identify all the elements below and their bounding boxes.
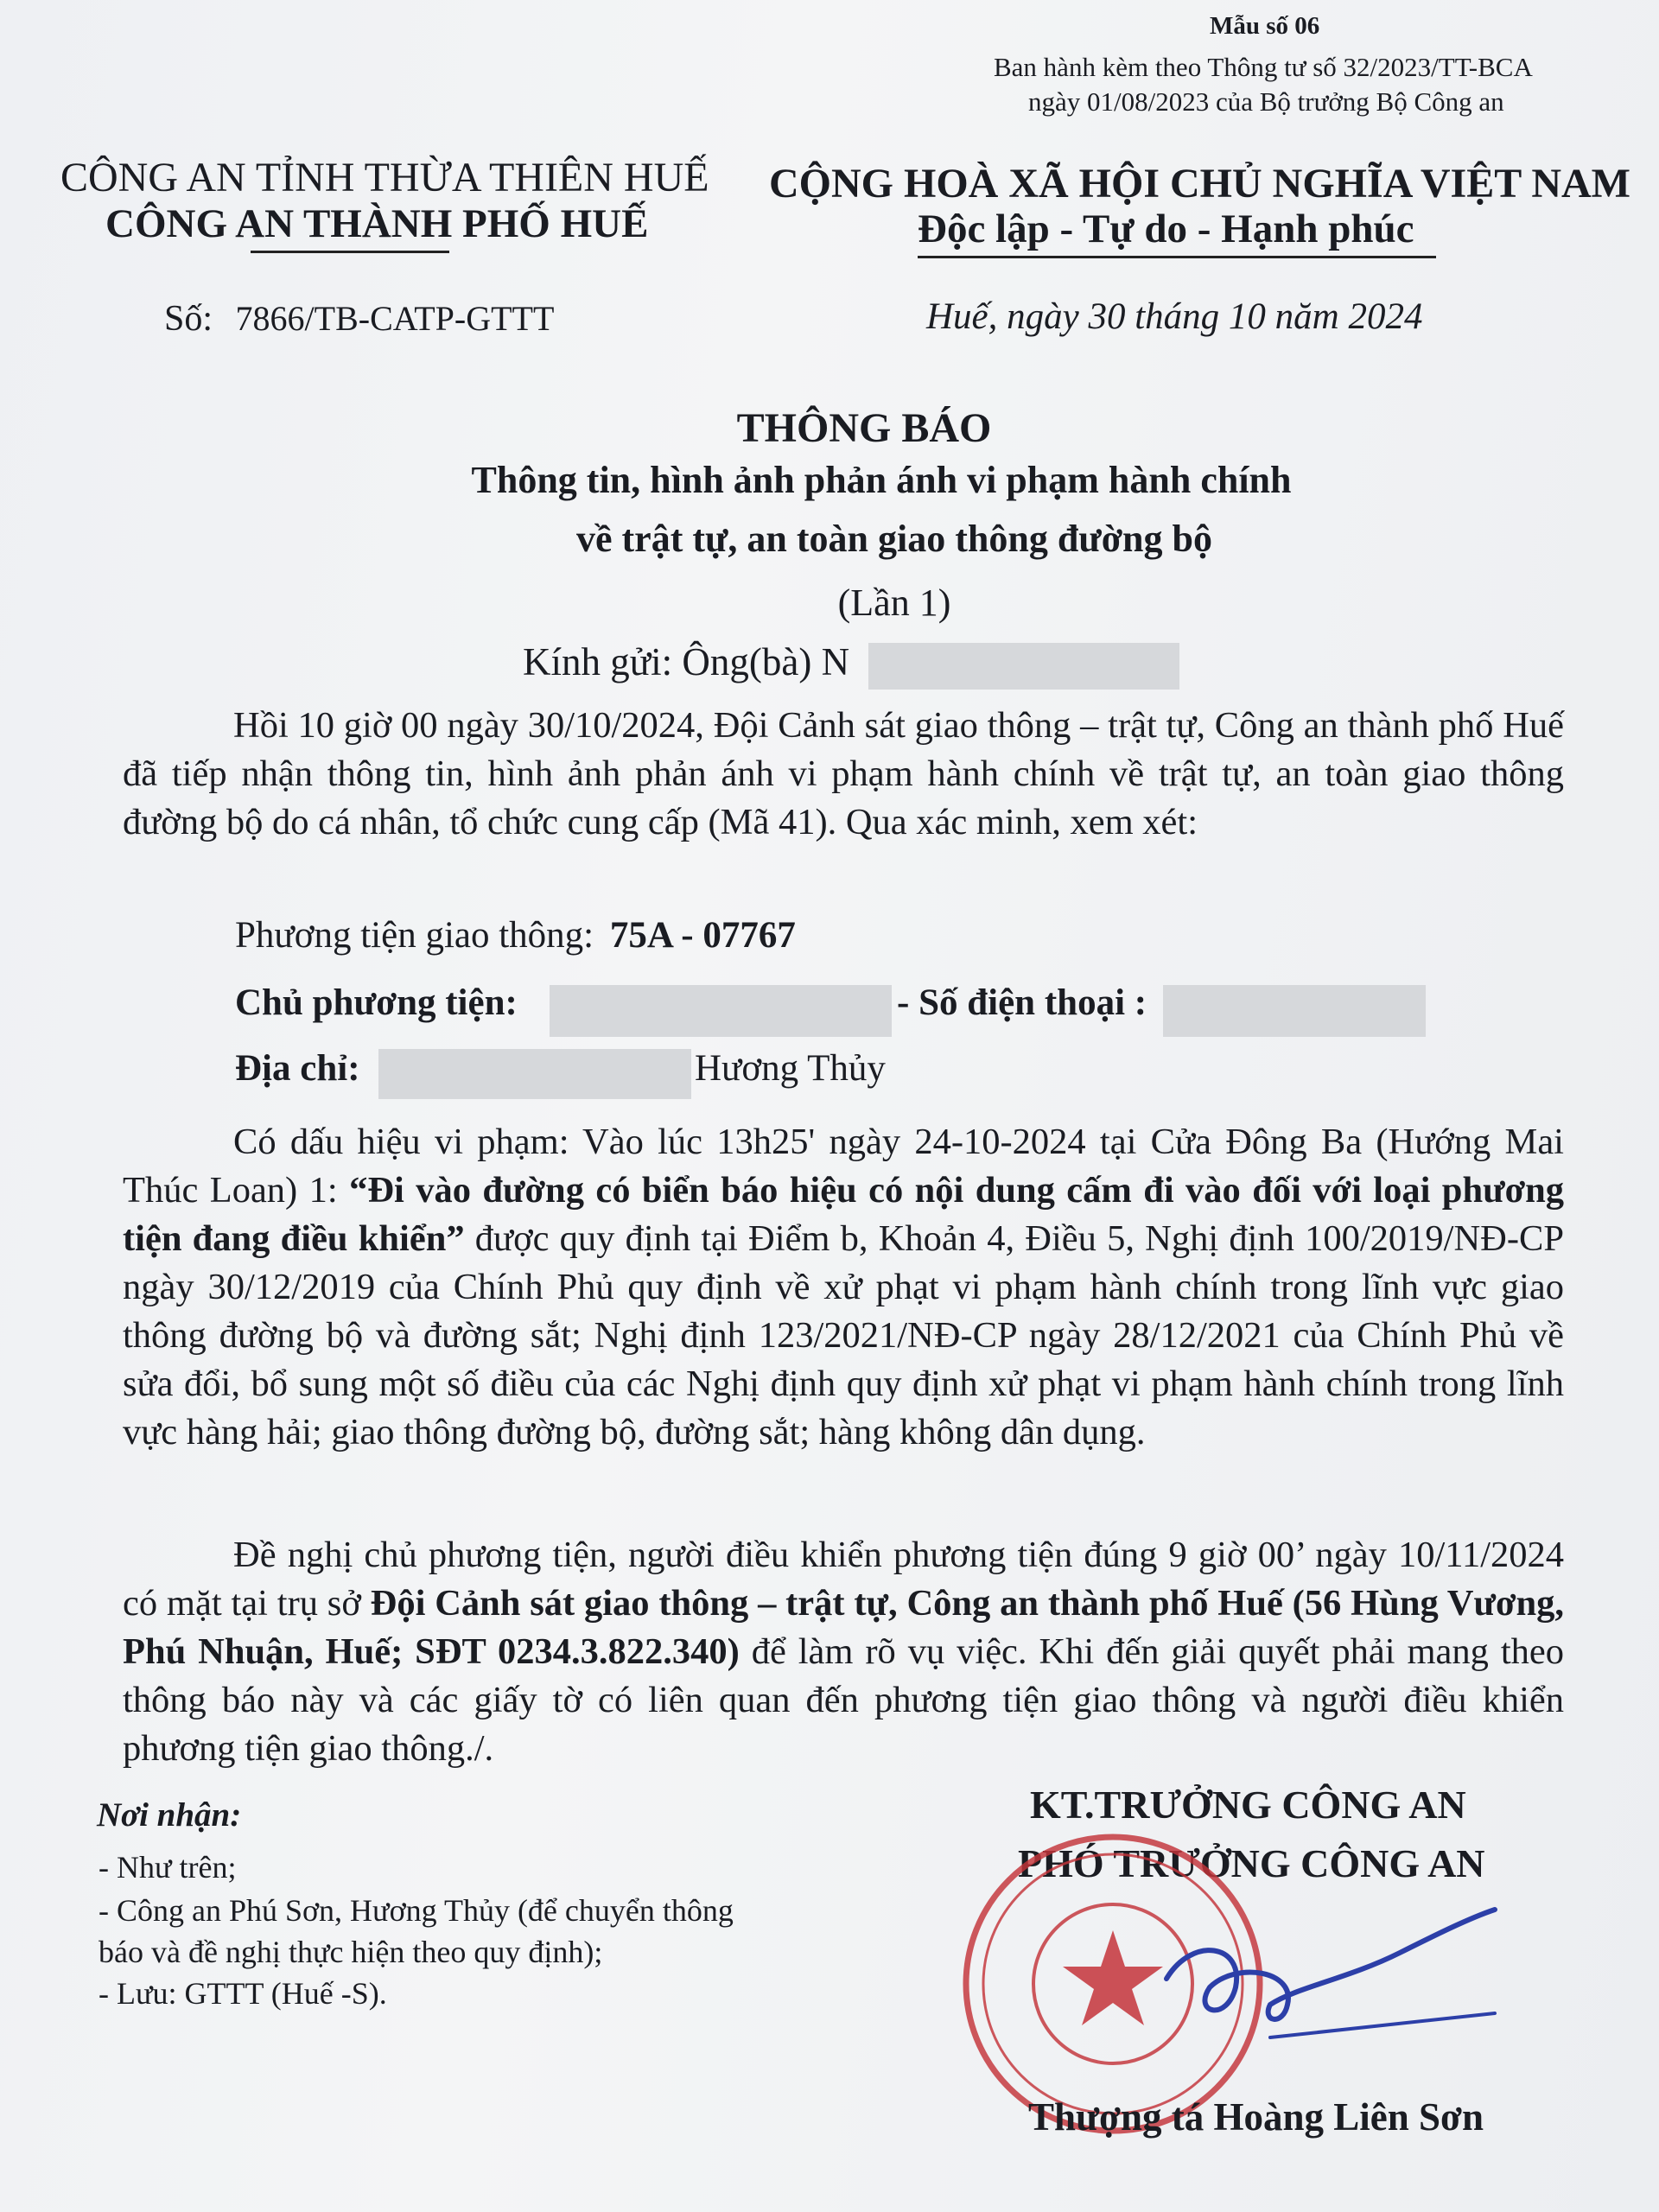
- request-text-pre: Đề nghị chủ phương tiện, người điều khiển phương tiện đúng 9 giờ 00’ ngày 10/11/2024 có mặt tại trụ sở: [123, 1535, 1564, 1624]
- recipient-item: - Như trên;: [99, 1850, 237, 1885]
- redacted-recipient-name: [868, 643, 1179, 690]
- document-number: [164, 298, 554, 340]
- intro-paragraph: Hồi 10 giờ 00 ngày 30/10/2024, Đội Cảnh sát giao thông – trật tự, Công an thành phố Huế đã tiếp nhận thông tin, hình ảnh phản ánh vi phạm hành chính về trật tự, an toàn giao thông đường bộ do cá nhân, tổ chức cung cấp (Mã 41). Qua xác minh, xem xét:: [123, 705, 1564, 842]
- owner-line: [235, 982, 518, 1024]
- agency-underline: [251, 251, 449, 253]
- owner-label: Chủ phương tiện:: [235, 982, 518, 1023]
- form-number: Mẫu số 06: [1210, 12, 1320, 40]
- form-basis-line2: ngày 01/08/2023 của Bộ trưởng Bộ Công an: [1028, 86, 1504, 117]
- place-date: Huế, ngày 30 tháng 10 năm 2024: [926, 296, 1423, 337]
- phone-label: - Số điện thoại :: [897, 982, 1147, 1023]
- greeting: Kính gửi: Ông(bà) N: [523, 640, 850, 683]
- address-line: [235, 1047, 360, 1090]
- document-subtitle-1: Thông tin, hình ảnh phản ánh vi phạm hành chính: [471, 459, 1292, 501]
- signer-name: Thượng tá Hoàng Liên Sơn: [1028, 2095, 1484, 2139]
- redacted-phone: [1163, 985, 1426, 1037]
- request-location: Đội Cảnh sát giao thông – trật tự, Công an thành phố Huế (56 Hùng Vương, Phú Nhuận, Huế; SĐT 0234.3.822.340): [123, 1583, 1564, 1672]
- motto-underline: [918, 256, 1436, 258]
- violation-paragraph: [123, 1118, 1564, 1457]
- document-number-label: Số:: [164, 299, 213, 339]
- nation-header: CỘNG HOÀ XÃ HỘI CHỦ NGHĨA VIỆT NAM: [769, 161, 1630, 207]
- vehicle-plate: 75A - 07767: [609, 915, 796, 956]
- agency-name: CÔNG AN THÀNH PHỐ HUẾ: [105, 201, 649, 246]
- document-title: THÔNG BÁO: [736, 405, 992, 451]
- request-text-post: để làm rõ vụ việc. Khi đến giải quyết phải mang theo thông báo này và các giấy tờ có liên quan đến phương tiện giao thông và người điều khiển phương tiện giao thông./.: [123, 1631, 1565, 1769]
- handwritten-signature-icon: [1141, 1884, 1503, 2074]
- document-number-value: 7866/TB-CATP-GTTT: [235, 299, 555, 338]
- form-basis-line1: Ban hành kèm theo Thông tư số 32/2023/TT-BCA: [994, 52, 1533, 82]
- vehicle-line: [235, 914, 796, 957]
- agency-parent: CÔNG AN TỈNH THỪA THIÊN HUẾ: [60, 155, 709, 200]
- signature-title-1: KT.TRƯỞNG CÔNG AN: [1030, 1783, 1466, 1827]
- redacted-owner-name: [550, 985, 892, 1037]
- recipient-item: - Lưu: GTTT (Huế -S).: [99, 1976, 387, 2011]
- violation-text-pre: Có dấu hiệu vi phạm: Vào lúc 13h25' ngày 24-10-2024 tại Cửa Đông Ba (Hướng Mai Thúc Loan) 1:: [123, 1122, 1564, 1211]
- notice-times: (Lần 1): [837, 582, 951, 624]
- request-paragraph: [123, 1531, 1564, 1773]
- address-district: Hương Thủy: [695, 1048, 886, 1089]
- redacted-address: [378, 1049, 691, 1099]
- national-motto: Độc lập - Tự do - Hạnh phúc: [918, 207, 1414, 251]
- vehicle-label: Phương tiện giao thông:: [235, 915, 594, 956]
- recipient-item: - Công an Phú Sơn, Hương Thủy (để chuyển thông: [99, 1893, 734, 1928]
- recipients-heading: Nơi nhận:: [97, 1796, 242, 1834]
- signature-title-2: PHÓ TRƯỞNG CÔNG AN: [1018, 1841, 1485, 1885]
- recipient-item: báo và đề nghị thực hiện theo quy định);: [99, 1935, 603, 1969]
- document-subtitle-2: về trật tự, an toàn giao thông đường bộ: [575, 518, 1212, 560]
- violation-description: “Đi vào đường có biển báo hiệu có nội dung cấm đi vào đối với loại phương tiện đang điều khiển”: [123, 1170, 1564, 1259]
- violation-text-post: được quy định tại Điểm b, Khoản 4, Điều 5, Nghị định 100/2019/NĐ-CP ngày 30/12/2019 của Chính Phủ quy định về xử phạt vi phạm hành chính trong lĩnh vực giao thông đường bộ và đường sắt; Nghị định 123/2021/NĐ-CP ngày 28/12/2021 của Chính Phủ về sửa đổi, bổ sung một số điều của các Nghị định quy định xử phạt vi phạm hành chính trong lĩnh vực hàng hải; giao thông đường bộ, đường sắt; hàng không dân dụng.: [123, 1218, 1564, 1452]
- address-label: Địa chỉ:: [235, 1048, 360, 1089]
